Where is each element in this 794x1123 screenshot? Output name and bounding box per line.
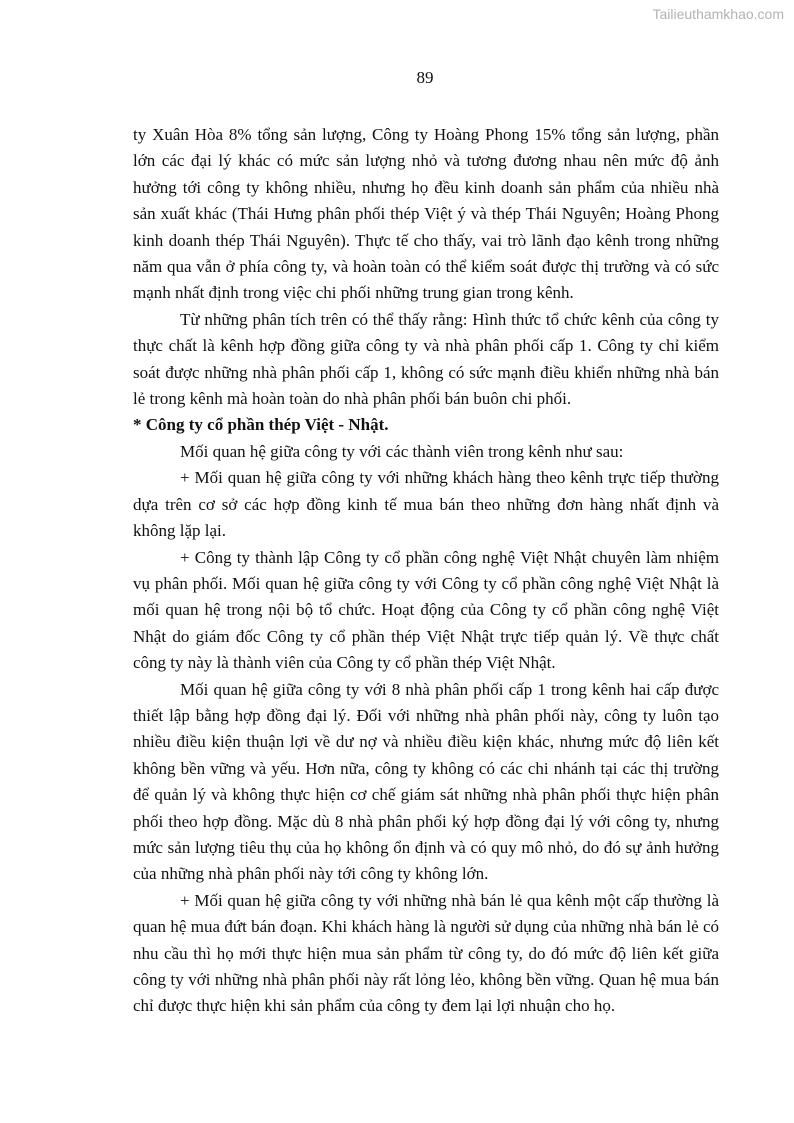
paragraph-4: + Mối quan hệ giữa công ty với những khách hàng theo kênh trực tiếp thường dựa trên cơ sở các hợp đồng kinh tế mua bán theo những đơn hàng nhất định và không lặp lại. (133, 468, 719, 541)
watermark: Tailieuthamkhao.com (652, 6, 784, 22)
paragraph-6: Mối quan hệ giữa công ty với 8 nhà phân phối cấp 1 trong kênh hai cấp được thiết lập bằng hợp đồng đại lý. Đối với những nhà phân phối này, công ty luôn tạo nhiều điều kiện thuận lợi về dư nợ và nhiều điều kiện khác, nhưng mức độ liên kết không bền vững và yếu. Hơn nữa, công ty không có các chi nhánh tại các thị trường để quản lý và không thực hiện cơ chế giám sát những nhà phân phối thực hiện phân phối theo hợp đồng. Mặc dù 8 nhà phân phối ký hợp đồng đại lý với công ty, nhưng mức sản lượng tiêu thụ của họ không ổn định và có quy mô nhỏ, do đó sự ảnh hưởng của những nhà phân phối này tới công ty không lớn. (133, 679, 719, 884)
paragraph-7: + Mối quan hệ giữa công ty với những nhà bán lẻ qua kênh một cấp thường là quan hệ mua đứt bán đoạn. Khi khách hàng là người sử dụng của những nhà bán lẻ có nhu cầu thì họ mới thực hiện mua sản phẩm từ công ty, do đó mức độ liên kết giữa công ty với những nhà phân phối này rất lỏng lẻo, không bền vững. Quan hệ mua bán chỉ được thực hiện khi sản phẩm của công ty đem lại lợi nhuận cho họ. (133, 890, 719, 1016)
paragraph-5: + Công ty thành lập Công ty cổ phần công nghệ Việt Nhật chuyên làm nhiệm vụ phân phối. Mối quan hệ giữa công ty với Công ty cổ phần công nghệ Việt Nhật là mối quan hệ trong nội bộ tổ chức. Hoạt động của Công ty cổ phần công nghệ Việt Nhật do giám đốc Công ty cổ phần thép Việt Nhật trực tiếp quản lý. Về thực chất công ty này là thành viên của Công ty cổ phần thép Việt Nhật. (133, 547, 719, 673)
section-heading: * Công ty cổ phần thép Việt - Nhật. (133, 415, 389, 435)
page-number: 89 (416, 68, 434, 87)
paragraph-1: ty Xuân Hòa 8% tổng sản lượng, Công ty Hoàng Phong 15% tổng sản lượng, phần lớn các đại lý khác có mức sản lượng nhỏ và tương đương nhau nên mức độ ảnh hưởng tới công ty không nhiều, nhưng họ đều kinh doanh sản phẩm của nhiều nhà sản xuất khác (Thái Hưng phân phối thép Việt ý và thép Thái Nguyên; Hoàng Phong kinh doanh thép Thái Nguyên). Thực tế cho thấy, vai trò lãnh đạo kênh trong những năm qua vẫn ở phía công ty, và hoàn toàn có thể kiểm soát được thị trường và có sức mạnh nhất định trong việc chi phối những trung gian trong kênh. (133, 125, 719, 303)
document-body (133, 122, 719, 1020)
paragraph-3: Mối quan hệ giữa công ty với các thành viên trong kênh như sau: (180, 441, 624, 461)
paragraph-2: Từ những phân tích trên có thể thấy rằng: Hình thức tổ chức kênh của công ty thực chất là kênh hợp đồng giữa công ty và nhà phân phối cấp 1. Công ty chỉ kiểm soát được những nhà phân phối cấp 1, không có sức mạnh điều khiển những nhà bán lẻ trong kênh mà hoàn toàn do nhà phân phối bán buôn chi phối. (133, 309, 719, 409)
